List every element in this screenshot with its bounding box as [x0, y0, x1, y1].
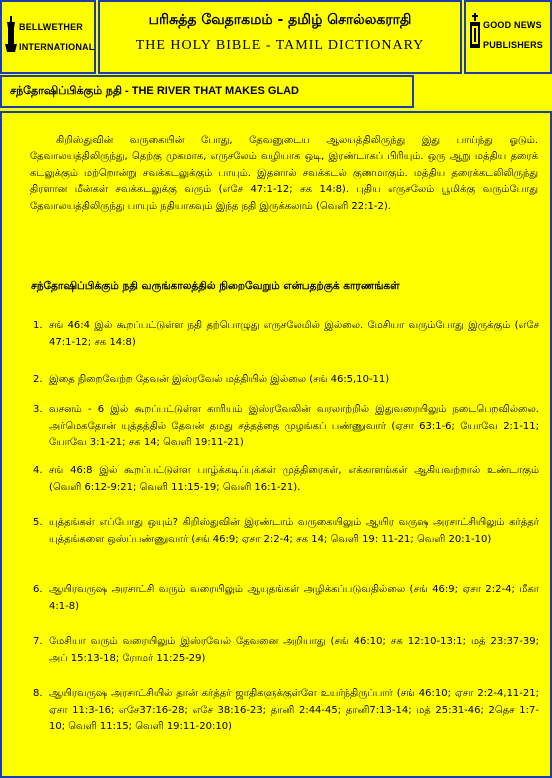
- item-text: யுத்தங்கள் எப்போது ஒயும்? கிறிஸ்துவின் இரண்டாம் வருகையிலும் ஆயிர வருஷ அரசாட்சியிலும் கர்த்தர் யுத்தங்களை ஒஸ்ப்பண்ணுவார் (சங் 46:9; ஏசா 2:2-4; சக 14; வெளி 19: 11-21; வெளி 20:1-10): [49, 517, 539, 545]
- item-text: சங் 46:4 இல் கூறப்பட்டுள்ள நதி தற்பொழுது எருசலேமில் இல்லை. மேசியா வரும்போது இருக்கும் (எசே 47:1-12; சக 14:8): [49, 320, 539, 348]
- item-text: ஆயிரவருஷ அரசாட்சியில் தான் கர்த்தர் ஜாதிகளுக்குள்ளே உயர்ந்திருப்பார் (சங் 46:10; ஏசா 2:2-4,11-21; ஏசா 11:3-16; எசே37:16-28; எசே 38:16-23; தானி 2:44-45; தானி7:13-14; மத் 25:31-46; 2தெச 1:7-10; வெளி 11:15; வெளி 19:11-20:10): [49, 688, 539, 732]
- item-number: 8.: [33, 688, 43, 699]
- item-text: இதை நிறைவேற்ற தேவன் இஸ்ரவேல் மத்தியில் இல்லை (சங் 46:5,10-11): [49, 374, 390, 385]
- item-text: வசனம் - 6 இல் கூறப்பட்டுள்ள காரியம் இஸ்ரவேலின் வரலாற்றில் இதுவரையிலும் நடைபெறவில்லை. அர்மெகதோன் யுத்தத்தில் தேவன் தமது சத்தத்தை முழங்கப் பண்ணுவார் (ஏசா 63:1-6; யோவே 2:1-11; யோவே 3:1-21; சக 14; வெளி 19:11-21): [49, 404, 539, 448]
- title-english: THE HOLY BIBLE - TAMIL DICTIONARY: [135, 38, 425, 53]
- item-number: 4.: [33, 465, 43, 476]
- item-number: 3.: [33, 404, 43, 415]
- title-box: [98, 0, 462, 74]
- item-text: மேசியா வரும் வரையிலும் இஸ்ரவேல் தேவனை அறியாது (சங் 46:10; சக 12:10-13:1; மத் 23:37-39; அப் 15:13-18; ரோமர் 11:25-29): [49, 636, 539, 664]
- list-item: [33, 318, 539, 351]
- right-logo-box: [464, 0, 552, 74]
- subject-title: [10, 84, 299, 99]
- item-number: 6.: [33, 584, 43, 595]
- list-item: [33, 402, 539, 452]
- title-tamil: பரிசுத்த வேதாகமம் - தமிழ் சொல்லகராதி: [148, 12, 412, 28]
- item-number: 2.: [33, 374, 43, 385]
- right-logo-text: GOOD NEWS PUBLISHERS: [483, 20, 544, 50]
- list-item: [33, 686, 539, 736]
- good-news-logo-icon: [469, 12, 481, 52]
- list-item: [33, 515, 539, 548]
- subject-english: - THE RIVER THAT MAKES GLAD: [121, 85, 299, 97]
- list-item: [33, 582, 539, 615]
- bellwether-logo-icon: [5, 14, 17, 54]
- reasons-heading: சந்தோஷிப்பிக்கும் நதி வருங்காலத்தில் நிறைவேறும் என்பதற்குக் காரணங்கள்: [31, 280, 400, 292]
- item-number: 1.: [33, 320, 43, 331]
- item-number: 7.: [33, 636, 43, 647]
- item-text: சங் 46:8 இல் கூறப்பட்டுள்ள பாழ்க்கடிப்புக்கள் முத்திரைகள், எக்காளங்கள் ஆகியவற்றால் உண்டாகும் (வெளி 6:12-9:21; வெளி 11:15-19; வெளி 16:1-21).: [49, 465, 539, 493]
- list-item: [33, 463, 539, 496]
- subject-tamil: சந்தோஷிப்பிக்கும் நதி: [10, 84, 122, 97]
- item-number: 5.: [33, 517, 43, 528]
- list-item: [33, 372, 539, 389]
- subject-box: [0, 75, 414, 108]
- item-text: ஆயிரவருஷ அரசாட்சி வரும் வரையிலும் ஆயுதங்கள் அழிக்கப்படுவதில்லை (சங் 46:9; ஏசா 2:2-4; மீகா 4:1-8): [49, 584, 539, 612]
- list-item: [33, 634, 539, 667]
- intro-paragraph: கிறிஸ்துவின் வருகையின் போது, தேவனுடைய ஆலயத்திலிருந்து இது பாய்ந்து ஓடும். தேவாலயத்திலிருந்து, தெற்கு முகமாக, எருசலேம் வழியாக ஒடி, இரண்டாகப் பிரியும். ஒரு ஆறு மத்திய தரைக் கடலுக்கும் மற்றொன்று சவக்கடலுக்கும் பாயும். இதனால் சவக்கடல் குணமாகும். மத்திய தரைக்கடலிலிருந்து திரளான மீன்கள் சவக்கடலுக்கு வரும் (எசே 47:1-12; சக 14:8). புதிய எருசலேம் பூமிக்கு வரும்போது தேவாலயத்திலிருந்து பாயும் நதியாகவும் இந்த நதி இருக்கலாம் (வெளி 22:1-2).: [30, 135, 538, 212]
- left-logo-box: [0, 0, 96, 74]
- left-logo-text: BELLWETHER INTERNATIONAL: [19, 22, 95, 52]
